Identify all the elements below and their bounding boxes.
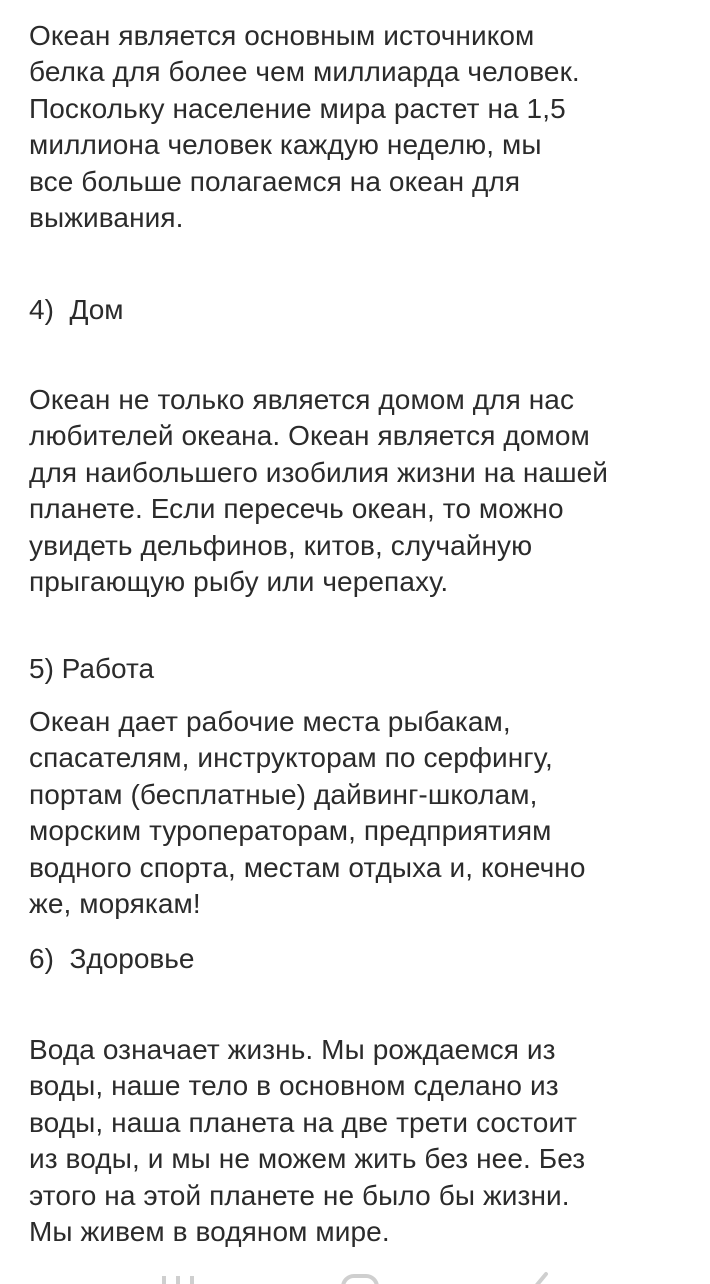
text-line: портам (бесплатные) дайвинг-школам,: [29, 778, 538, 810]
paragraph-protein: [29, 18, 699, 236]
text-line: выживания.: [29, 202, 184, 234]
text-line: воды, наше тело в основном сделано из: [29, 1070, 559, 1102]
text-line: водного спорта, местам отдыха и, конечно: [29, 851, 586, 883]
text-line: все больше полагаемся на океан для: [29, 165, 521, 197]
text-line: для наибольшего изобилия жизни на нашей: [29, 456, 609, 488]
text-line: спасателям, инструкторам по серфингу,: [29, 742, 553, 774]
text-line: воды, наша планета на две трети состоит: [29, 1106, 578, 1138]
text-line: Мы живем в водяном мире.: [29, 1216, 390, 1248]
heading-work: 5) Работа: [29, 653, 155, 684]
text-line: миллиона человек каждую неделю, мы: [29, 129, 542, 161]
menu-icon[interactable]: [160, 1270, 196, 1284]
text-line: из воды, и мы не можем жить без нее. Без: [29, 1143, 586, 1175]
text-line: любителей океана. Океан является домом: [29, 420, 590, 452]
text-line: Океан дает рабочие места рыбакам,: [29, 706, 511, 737]
text-line: Океан является основным источником: [29, 20, 535, 51]
text-line: планете. Если пересечь океан, то можно: [29, 493, 564, 525]
navigation-bar: [0, 1270, 710, 1284]
heading-health: 6) Здоровье: [29, 943, 195, 974]
text-line: морским туроператорам, предприятиям: [29, 815, 552, 847]
text-line: увидеть дельфинов, китов, случайную: [29, 529, 533, 561]
text-line: же, морякам!: [29, 888, 201, 920]
text-line: Вода означает жизнь. Мы рождаемся из: [29, 1034, 556, 1065]
text-line: Поскольку население мира растет на 1,5: [29, 92, 566, 124]
paragraph-health: [29, 1032, 699, 1250]
paragraph-work: [29, 704, 699, 922]
back-icon[interactable]: [526, 1270, 556, 1284]
text-line: белка для более чем миллиарда человек.: [29, 56, 580, 88]
home-icon[interactable]: [340, 1270, 380, 1284]
text-line: прыгающую рыбу или черепаху.: [29, 566, 449, 598]
heading-home: 4) Дом: [29, 294, 124, 325]
paragraph-home: [29, 382, 699, 600]
text-line: Океан не только является домом для нас: [29, 384, 575, 415]
text-line: этого на этой планете не было бы жизни.: [29, 1179, 570, 1211]
